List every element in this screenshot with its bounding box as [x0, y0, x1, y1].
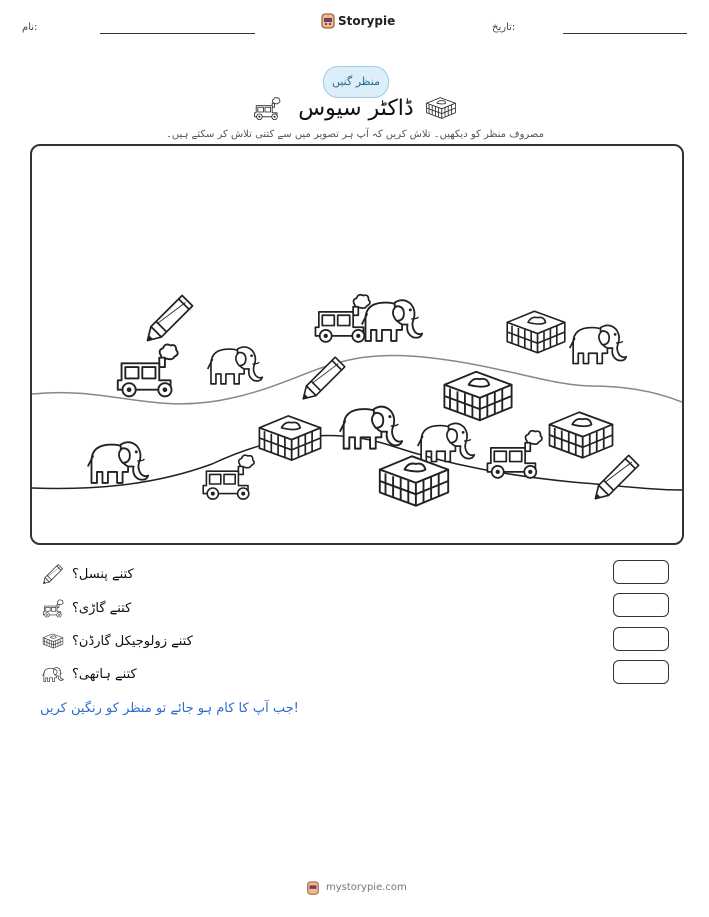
- footer: [306, 880, 406, 898]
- elephant-5: [340, 407, 402, 449]
- answer-box-car[interactable]: [613, 593, 669, 617]
- zoo-pen-3: [259, 416, 320, 460]
- car-3: [203, 455, 254, 499]
- pencil-1: [147, 295, 192, 340]
- zoo-pen-5: [380, 456, 448, 505]
- elephant-4: [88, 442, 148, 483]
- footer-url[interactable]: mystorypie.com: [326, 882, 407, 893]
- date-label: تاریخ:: [492, 22, 516, 33]
- car-2: [315, 295, 370, 342]
- answer-box-pencil[interactable]: [613, 560, 669, 584]
- car-icon: [42, 597, 64, 619]
- zoo-pen-icon: [425, 96, 457, 120]
- hidden-objects-scene: [30, 144, 684, 545]
- elephant-icon: [42, 663, 64, 685]
- date-line[interactable]: [563, 33, 687, 34]
- question-pencil-text: کتنے پنسل؟: [72, 566, 134, 582]
- storypie-mascot-icon: [306, 880, 320, 896]
- elephant-2: [362, 300, 422, 341]
- elephant-3: [570, 325, 627, 363]
- scene-illustration: [32, 146, 682, 543]
- pencil-icon: [42, 563, 64, 585]
- question-zoo: [42, 629, 193, 653]
- zoo-pen-4: [550, 412, 613, 458]
- page-title: ڈاکٹر سیوس: [298, 96, 414, 121]
- answer-box-elephant[interactable]: [613, 660, 669, 684]
- brand-logo: [320, 12, 396, 34]
- question-car: [42, 596, 131, 620]
- pencil-3: [595, 455, 638, 498]
- name-label: نام:: [22, 22, 38, 33]
- car-icon: [252, 96, 282, 120]
- question-elephant: [42, 662, 137, 686]
- instructions-subtitle: مصروف منظر کو دیکھیں۔ تلاش کریں کہ آپ ہر تصویر میں سے کتنی تلاش کر سکتے ہیں۔: [166, 129, 544, 140]
- zoo-pen-1: [507, 311, 565, 353]
- question-car-text: کتنے گاڑی؟: [72, 600, 132, 616]
- category-tag: منظر گنیں: [323, 66, 389, 98]
- question-zoo-text: کتنے زولوجیکل گارڈن؟: [72, 633, 193, 649]
- brand-name: Storypie: [338, 14, 396, 28]
- elephant-1: [208, 347, 263, 384]
- car-1: [118, 344, 178, 396]
- answer-box-zoo[interactable]: [613, 627, 669, 651]
- question-elephant-text: کتنے ہاتھی؟: [72, 666, 137, 682]
- storypie-mascot-icon: [320, 12, 336, 30]
- question-pencil: [42, 562, 134, 586]
- zoo-pen-2: [444, 372, 511, 421]
- elephant-6: [418, 423, 475, 461]
- car-4: [487, 431, 542, 478]
- zoo-pen-icon: [42, 630, 64, 652]
- pencil-2: [303, 357, 345, 399]
- name-line[interactable]: [100, 33, 255, 34]
- coloring-instruction: جب آپ کا کام ہو جائے تو منظر کو رنگین کریں!: [40, 701, 299, 716]
